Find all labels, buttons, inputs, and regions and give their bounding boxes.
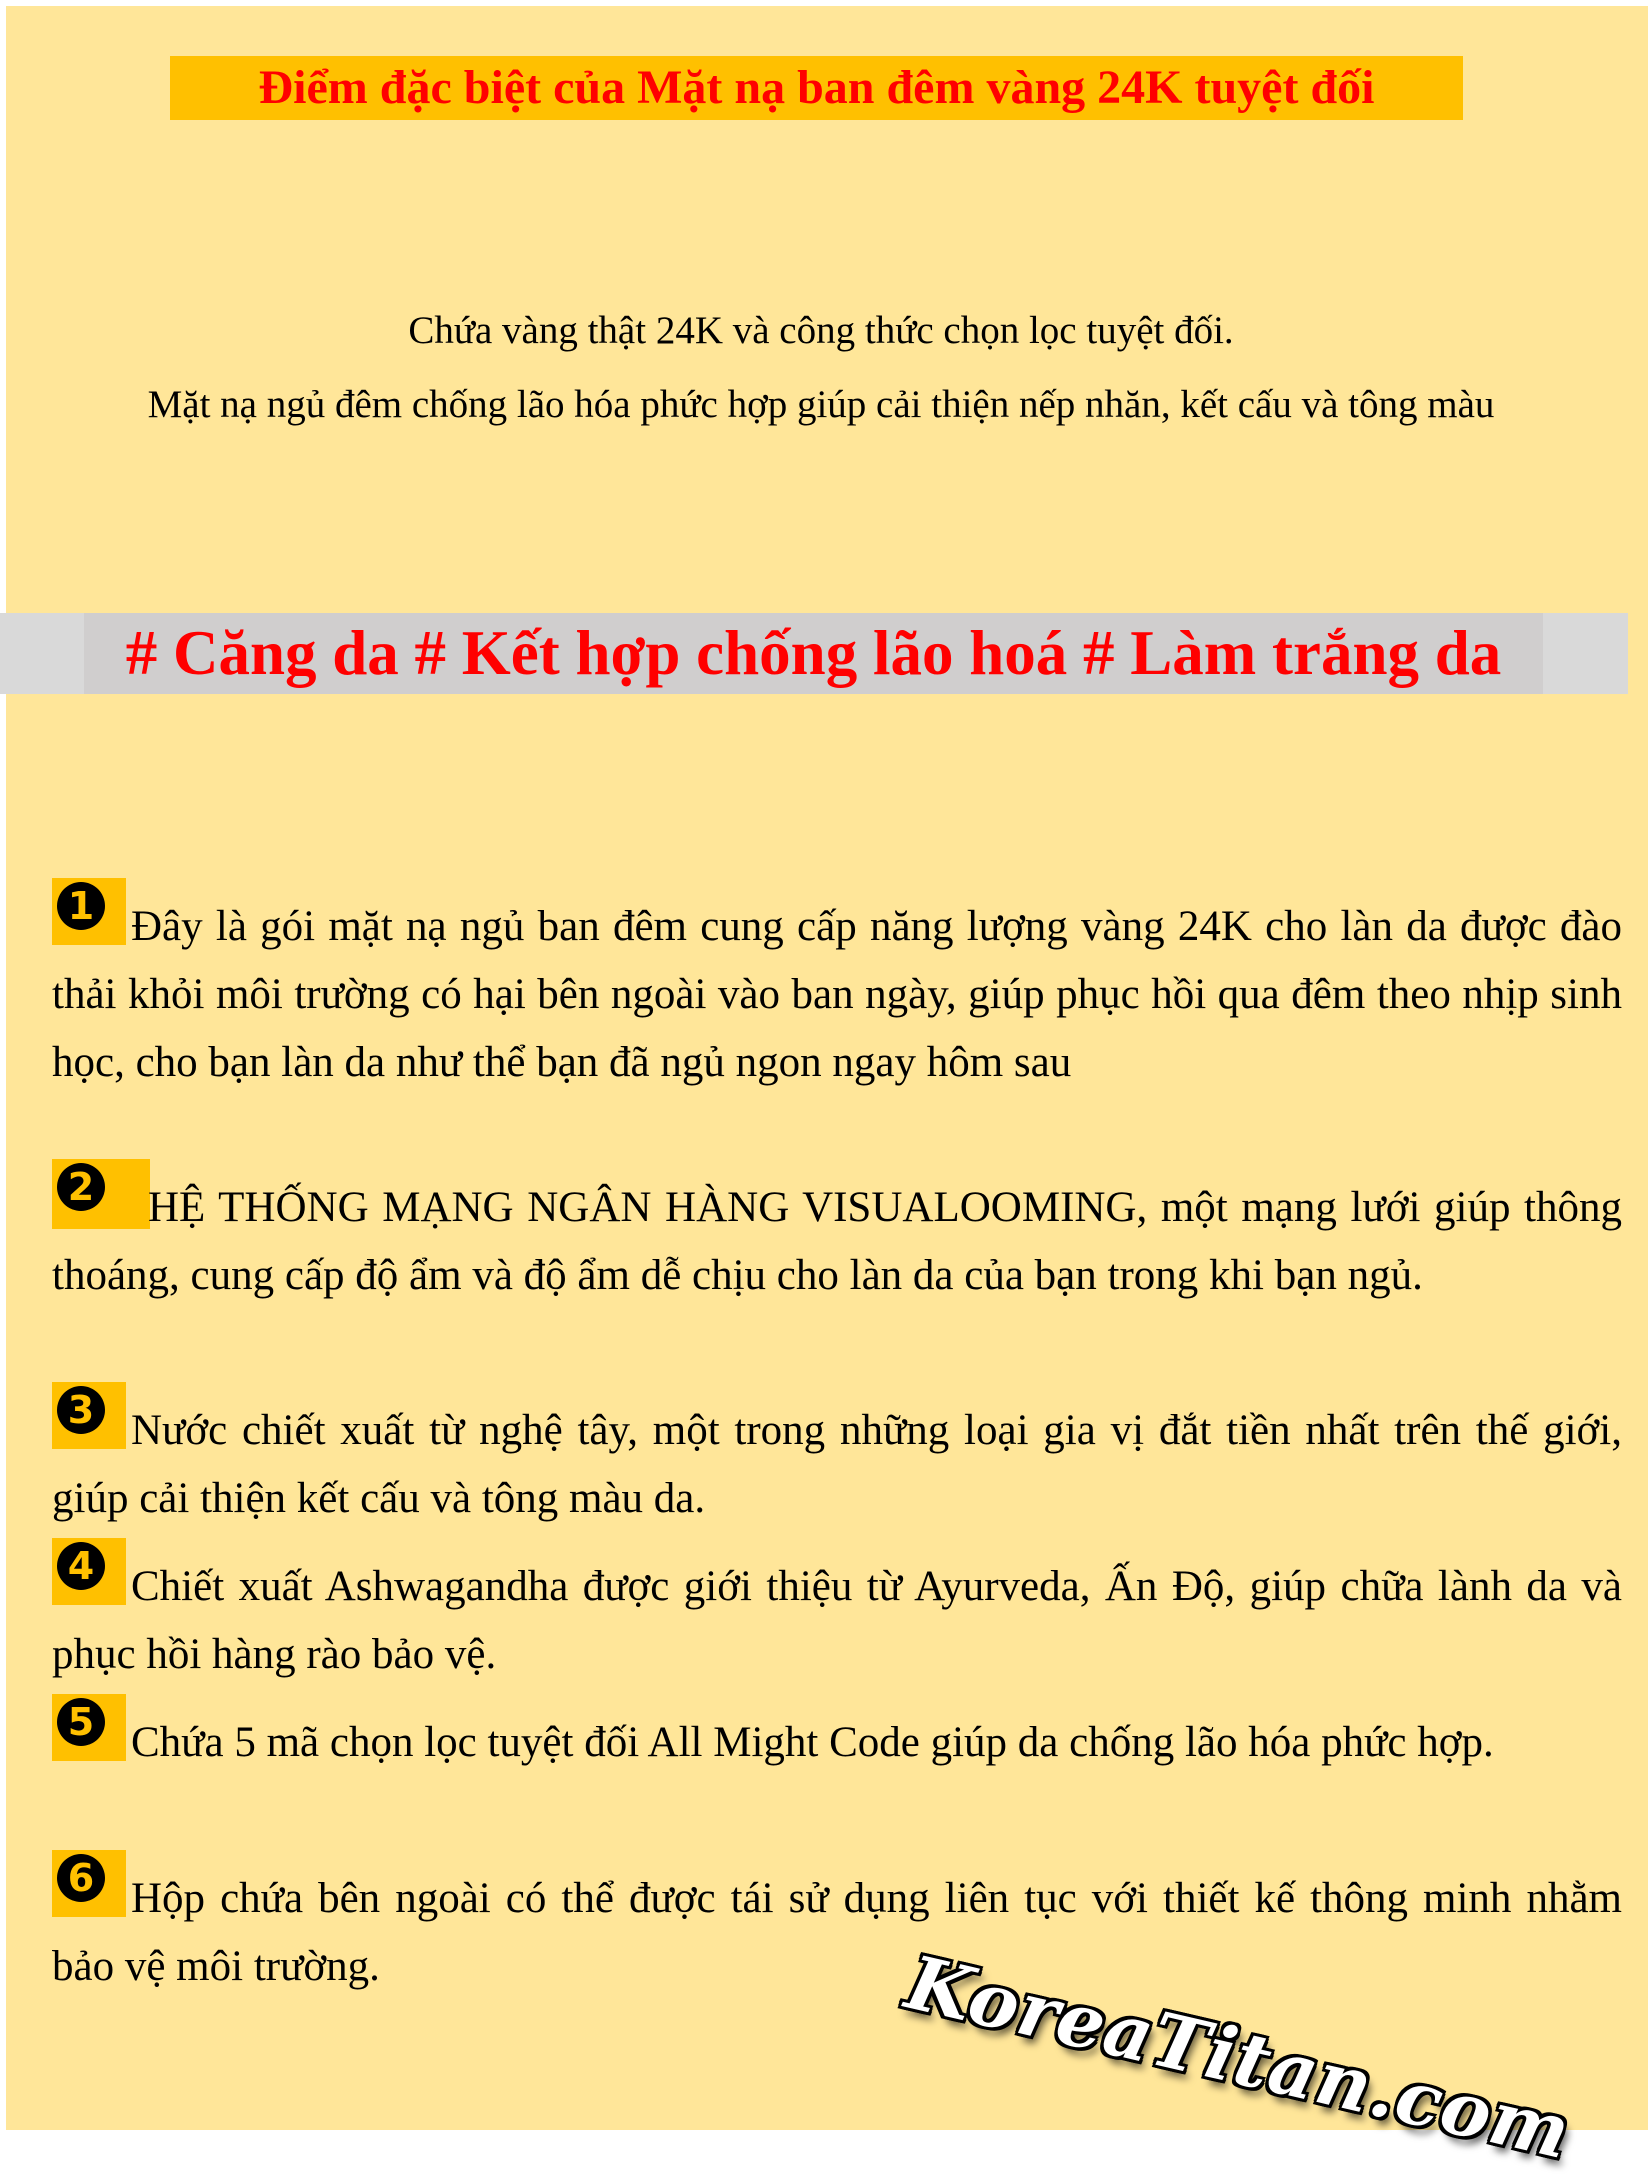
intro-line-1: Chứa vàng thật 24K và công thức chọn lọc tuyệt đối. xyxy=(408,309,1234,352)
page-title: Điểm đặc biệt của Mặt nạ ban đêm vàng 24K tuyệt đối xyxy=(170,56,1463,120)
feature-5 xyxy=(52,1709,1622,1777)
feature-1-text: Đây là gói mặt nạ ngủ ban đêm cung cấp năng lượng vàng 24K cho làn da được đào thải khỏi môi trường có hại bên ngoài vào ban ngày, giúp phục hồi qua đêm theo nhịp sinh học, cho bạn làn da như thể bạn đã ngủ ngon ngay hôm sau xyxy=(52,903,1622,1086)
number-6-icon: 6 xyxy=(57,1854,105,1902)
feature-3 xyxy=(52,1397,1622,1533)
number-2-icon: 2 xyxy=(57,1163,105,1211)
koreatitan-watermark-logo: KoreaTitan.com xyxy=(898,1940,1579,2176)
number-1-icon: 1 xyxy=(57,882,105,930)
feature-6-text: Hộp chứa bên ngoài có thể được tái sử dụng liên tục với thiết kế thông minh nhằm bảo vệ môi trường. xyxy=(52,1875,1622,1990)
tagline: # Căng da # Kết hợp chống lão hoá # Làm trắng da xyxy=(84,613,1543,694)
feature-2-text: HỆ THỐNG MẠNG NGÂN HÀNG VISUALOOMING, một mạng lưới giúp thông thoáng, cung cấp độ ẩm và độ ẩm dễ chịu cho làn da của bạn trong khi bạn ngủ. xyxy=(52,1184,1622,1299)
feature-4 xyxy=(52,1553,1622,1689)
feature-6 xyxy=(52,1865,1622,2001)
number-3-icon: 3 xyxy=(57,1386,105,1434)
number-4-icon: 4 xyxy=(57,1542,105,1590)
feature-4-text: Chiết xuất Ashwagandha được giới thiệu từ Ayurveda, Ấn Độ, giúp chữa lành da và phục hồi hàng rào bảo vệ. xyxy=(52,1563,1622,1678)
feature-1 xyxy=(52,893,1622,1097)
feature-3-text: Nước chiết xuất từ nghệ tây, một trong những loại gia vị đắt tiền nhất trên thế giới, giúp cải thiện kết cấu và tông màu da. xyxy=(52,1407,1622,1522)
intro-line-2: Mặt nạ ngủ đêm chống lão hóa phức hợp giúp cải thiện nếp nhăn, kết cấu và tông màu xyxy=(147,383,1495,426)
number-5-icon: 5 xyxy=(57,1698,105,1746)
feature-2 xyxy=(52,1174,1622,1310)
feature-5-text: Chứa 5 mã chọn lọc tuyệt đối All Might Code giúp da chống lão hóa phức hợp. xyxy=(131,1719,1494,1766)
